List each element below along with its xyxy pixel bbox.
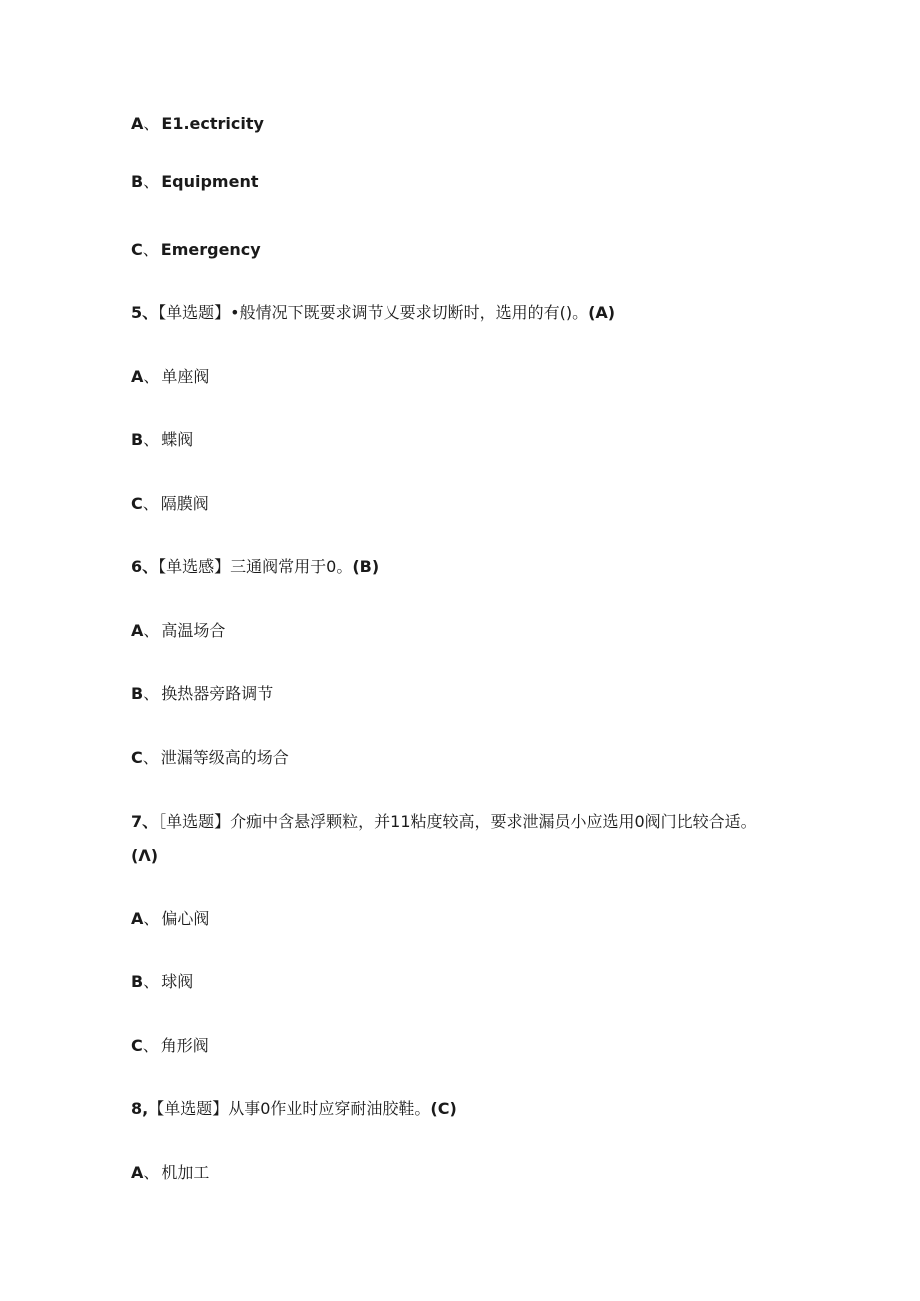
option-b xyxy=(131,430,193,450)
option-label: B xyxy=(131,972,144,991)
option-text: E1.ectricity xyxy=(161,114,264,133)
option-label: B xyxy=(131,684,144,703)
option-a xyxy=(131,1163,209,1183)
option-b xyxy=(131,972,193,992)
option-separator: 、 xyxy=(142,748,159,767)
option-label: C xyxy=(131,240,143,259)
option-label: C xyxy=(131,1036,143,1055)
option-text: 换热器旁路调节 xyxy=(161,684,274,703)
option-c xyxy=(131,748,289,768)
question-answer: (C) xyxy=(430,1099,457,1118)
option-c xyxy=(131,1036,209,1056)
question-number: 8, xyxy=(131,1099,149,1118)
option-text: 泄漏等级高的场合 xyxy=(160,748,289,767)
option-separator: 、 xyxy=(143,621,160,640)
option-separator: 、 xyxy=(143,430,160,449)
option-text: 高温场合 xyxy=(161,621,226,640)
option-text: Emergency xyxy=(160,240,261,259)
question-answer: (A) xyxy=(588,303,616,322)
option-separator: 、 xyxy=(143,172,160,191)
option-separator: 、 xyxy=(143,1163,160,1182)
option-label: C xyxy=(131,494,143,513)
option-text: 隔膜阀 xyxy=(160,494,209,513)
question-number: 6、 xyxy=(131,557,159,576)
option-a xyxy=(131,114,264,134)
option-b xyxy=(131,172,259,192)
question-number: 5、 xyxy=(131,303,159,322)
option-a xyxy=(131,909,209,929)
option-text: 角形阀 xyxy=(160,1036,209,1055)
option-label: A xyxy=(131,1163,144,1182)
option-text: 机加工 xyxy=(161,1163,210,1182)
option-separator: 、 xyxy=(143,972,160,991)
option-label: A xyxy=(131,621,144,640)
question-stem: 【单选题】从事0作业时应穿耐油胶鞋。 xyxy=(148,1099,431,1118)
option-label: A xyxy=(131,114,144,133)
option-text: 偏心阀 xyxy=(161,909,210,928)
option-label: A xyxy=(131,367,144,386)
option-separator: 、 xyxy=(143,367,160,386)
option-separator: 、 xyxy=(143,114,160,133)
option-label: B xyxy=(131,172,144,191)
option-separator: 、 xyxy=(142,1036,159,1055)
question-6 xyxy=(131,557,379,577)
option-c xyxy=(131,494,209,514)
question-7 xyxy=(131,812,757,832)
option-separator: 、 xyxy=(143,684,160,703)
option-separator: 、 xyxy=(143,909,160,928)
question-stem: ［单选题】介痂中含悬浮颗粒，并11粘度较高，要求泄漏员小应选用0阀门比较合适。 xyxy=(158,812,757,831)
question-answer: (B) xyxy=(352,557,380,576)
option-label: A xyxy=(131,909,144,928)
question-stem: 【单选感】三通阀常用于0。 xyxy=(158,557,353,576)
option-text: 蝶阀 xyxy=(161,430,194,449)
option-a xyxy=(131,367,209,387)
question-5 xyxy=(131,303,615,323)
option-text: 球阀 xyxy=(161,972,194,991)
question-8 xyxy=(131,1099,457,1119)
option-separator: 、 xyxy=(142,240,159,259)
question-stem: 【单选题】•般情况下既要求调节乂要求切断时，选用的有()。 xyxy=(158,303,589,322)
option-b xyxy=(131,684,273,704)
option-c xyxy=(131,240,261,260)
option-text: 单座阀 xyxy=(161,367,210,386)
option-label: B xyxy=(131,430,144,449)
question-answer: (Λ) xyxy=(131,846,159,865)
option-a xyxy=(131,621,225,641)
option-label: C xyxy=(131,748,143,767)
question-number: 7、 xyxy=(131,812,159,831)
option-separator: 、 xyxy=(142,494,159,513)
option-text: Equipment xyxy=(161,172,259,191)
